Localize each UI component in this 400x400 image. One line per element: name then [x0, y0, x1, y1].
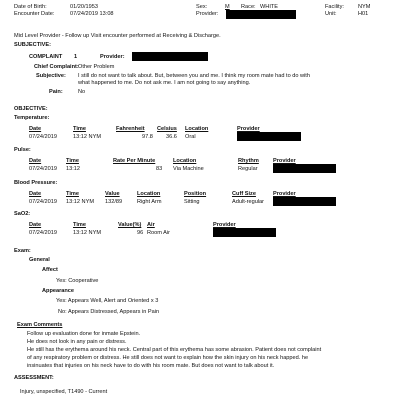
bp-col-value: Value — [105, 191, 120, 197]
pain-value: No — [78, 89, 86, 95]
subjective-text-line-2: what happened to me. Do not ask me. I am not going to say anything. — [78, 80, 251, 86]
redacted-sao2-provider — [213, 228, 276, 237]
race-value: WHITE — [260, 4, 279, 10]
exam-comment-line: of any respiratory problem or distress. He still does not want to explain how the skin injury on his neck happed. he — [27, 355, 309, 361]
pulse-rate: 83 — [156, 166, 163, 172]
bp-col-location: Location — [137, 191, 161, 197]
pulse-col-time: Time — [66, 158, 79, 164]
sao2-col-time: Time — [73, 222, 86, 228]
subjective-label: Subjective: — [36, 73, 66, 79]
facility-label: Facility: — [325, 4, 344, 10]
sao2-col-air: Air — [147, 222, 155, 228]
temp-col-location: Location — [185, 126, 209, 132]
sao2-heading: SaO2: — [14, 211, 31, 217]
dob-value: 01/20/1953 — [70, 4, 98, 10]
visit-description: Mid Level Provider - Follow up Visit encounter performed at Receiving & Discharge. — [14, 33, 221, 39]
pulse-date: 07/24/2019 — [29, 166, 57, 172]
exam-affect: Affect — [42, 267, 58, 273]
subjective-heading: SUBJECTIVE: — [14, 42, 51, 48]
redacted-provider — [226, 10, 296, 19]
sao2-value: 96 — [137, 230, 144, 236]
sao2-col-value: Value(%) — [118, 222, 142, 228]
exam-appearance-no: No: Appears Distressed, Appears in Pain — [58, 309, 160, 315]
exam-general: General — [29, 257, 50, 263]
exam-affect-yes: Yes: Cooperative — [56, 278, 99, 284]
bp-col-position: Position — [184, 191, 207, 197]
pulse-col-rhythm: Rhythm — [238, 158, 259, 164]
sao2-air: Room Air — [147, 230, 171, 236]
bp-col-cuff-size: Cuff Size — [232, 191, 256, 197]
encounter-date-label: Encounter Date: — [14, 11, 55, 17]
pulse-location: Via Machine — [173, 166, 204, 172]
dob-label: Date of Birth: — [14, 4, 47, 10]
exam-heading: Exam: — [14, 248, 31, 254]
temp-celsius: 36.6 — [166, 134, 177, 140]
pulse-rhythm: Regular — [238, 166, 258, 172]
race-label: Race: — [241, 4, 256, 10]
assessment-heading: ASSESSMENT: — [14, 375, 54, 381]
exam-comment-line: insinuates that injuries on his neck have to do with his room mate. But does not want to talk about it. — [27, 363, 275, 369]
exam-comment-line: He still has the erythema around his neck. Central part of this erythema has some abrasion. Patient does not complaint — [27, 347, 322, 353]
assessment-text: Injury, unspecified, T1490 - Current — [20, 389, 108, 395]
complaint-provider-label: Provider: — [100, 54, 125, 60]
encounter-date-value: 07/24/2019 13:08 — [70, 11, 114, 17]
sao2-time: 13:12 NYM — [73, 230, 101, 236]
objective-heading: OBJECTIVE: — [14, 106, 48, 112]
sex-value: M — [225, 4, 230, 10]
unit-value: H01 — [358, 11, 369, 17]
blood-pressure-heading: Blood Pressure: — [14, 180, 58, 186]
sao2-col-provider: Provider — [213, 222, 236, 228]
redacted-bp-provider — [273, 197, 336, 206]
bp-date: 07/24/2019 — [29, 199, 57, 205]
pulse-col-location: Location — [173, 158, 197, 164]
pulse-col-provider: Provider — [273, 158, 296, 164]
temp-col-date: Date — [29, 126, 42, 132]
pulse-col-date: Date — [29, 158, 42, 164]
bp-location: Right Arm — [137, 199, 162, 205]
redacted-temp-provider — [237, 132, 301, 141]
subjective-text-line-1: I still do not want to talk about. But, between you and me. I think my room mate had to do with — [78, 73, 310, 79]
temp-fahrenheit: 97.8 — [142, 134, 153, 140]
bp-col-time: Time — [66, 191, 79, 197]
pulse-time: 13:12 — [66, 166, 80, 172]
provider-label: Provider: — [196, 11, 219, 17]
complaint-label: COMPLAINT — [29, 54, 63, 60]
pain-label: Pain: — [49, 89, 63, 95]
bp-position: Sitting — [184, 199, 200, 205]
temp-col-fahrenheit: Fahrenheit — [116, 126, 145, 132]
bp-col-provider: Provider — [273, 191, 296, 197]
cut-off-top-line — [0, 0, 400, 1]
exam-appearance: Appearance — [42, 288, 75, 294]
temp-col-provider: Provider — [237, 126, 260, 132]
chief-complaint-label: Chief Complaint: — [34, 64, 79, 70]
unit-label: Unit: — [325, 11, 337, 17]
temp-col-celsius: Celsius — [157, 126, 177, 132]
exam-comment-line: He does not look in any pain or distress. — [27, 339, 127, 345]
exam-appearance-yes: Yes: Appears Well, Alert and Oriented x 3 — [56, 298, 159, 304]
complaint-number: 1 — [74, 54, 78, 60]
redacted-pulse-provider — [273, 164, 336, 173]
bp-cuff-size: Adult-regular — [232, 199, 265, 205]
facility-value: NYM — [358, 4, 371, 10]
exam-comments-heading: Exam Comments — [17, 322, 63, 328]
temp-time: 13:12 NYM — [73, 134, 101, 140]
redacted-complaint-provider — [132, 52, 208, 61]
bp-col-date: Date — [29, 191, 42, 197]
bp-value: 132/89 — [105, 199, 123, 205]
chief-complaint-value: Other Problem — [78, 64, 115, 70]
sex-label: Sex: — [196, 4, 208, 10]
pulse-heading: Pulse: — [14, 147, 31, 153]
exam-comment-line: Follow up evaluation done for inmate Epstein. — [27, 331, 141, 337]
sao2-col-date: Date — [29, 222, 42, 228]
sao2-date: 07/24/2019 — [29, 230, 57, 236]
temperature-heading: Temperature: — [14, 115, 50, 121]
temp-date: 07/24/2019 — [29, 134, 57, 140]
pulse-col-rate: Rate Per Minute — [113, 158, 156, 164]
bp-time: 13:12 NYM — [66, 199, 94, 205]
temp-col-time: Time — [73, 126, 86, 132]
temp-location: Oral — [185, 134, 196, 140]
